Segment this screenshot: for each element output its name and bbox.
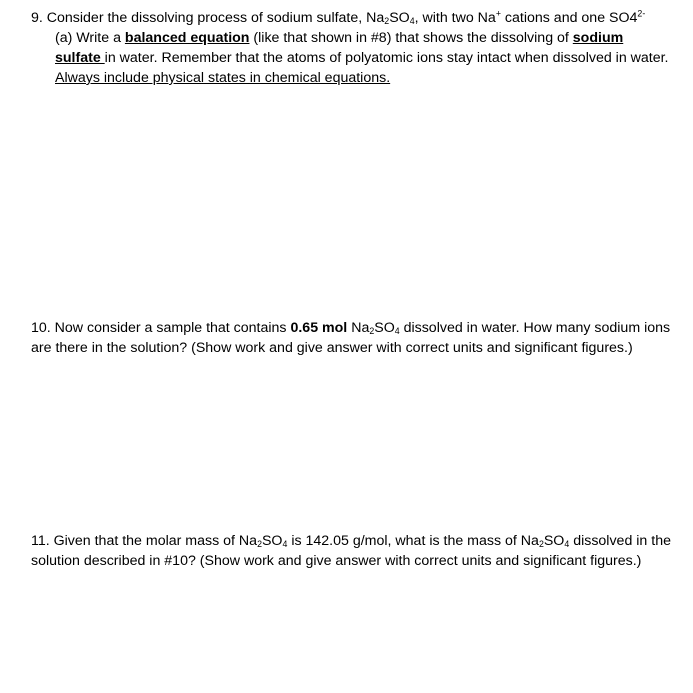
question-11 (31, 531, 671, 571)
question-9 (31, 8, 671, 88)
q11-f1-so-subscript: 4 (282, 538, 288, 549)
q10-amount: 0.65 mol (290, 320, 348, 336)
q9a-text-3: in water. Remember that the atoms of polyatomic ions stay intact when dissolved in water. (104, 50, 669, 66)
q11-f1-so: SO (261, 533, 283, 549)
q11-f2-so: SO (543, 533, 565, 549)
q11-f1-na-subscript: 2 (257, 538, 262, 549)
q9a-balanced-equation: balanced equation (124, 30, 250, 46)
q9-so-subscript: 4 (409, 15, 415, 26)
q10-text-1: 10. Now consider a sample that contains (31, 320, 291, 336)
q9-text-1: 9. Consider the dissolving process of sodium sulfate, Na (31, 10, 385, 26)
q11-text-3: dissolved in the solution described in #10? (Show work and give answer with correct units and significant figures.) (31, 533, 671, 569)
q10-text-2: dissolved in water. How many sodium ions are there in the solution? (Show work and give answer with correct units and significant figures.) (31, 320, 671, 356)
q11-f2-na-subscript: 2 (538, 538, 544, 549)
question-9-part-a (31, 28, 671, 88)
q9-na-charge: + (495, 8, 501, 19)
q9-text-2: , with two Na (414, 10, 496, 26)
q9-na-subscript: 2 (384, 15, 390, 26)
q9a-sodium-sulfate: sodium sulfate (55, 30, 624, 66)
question-9-prompt (31, 8, 671, 28)
q11-text-1: 11. Given that the molar mass of Na (31, 533, 258, 549)
question-10 (31, 318, 671, 358)
q9-so-text: SO (389, 10, 410, 26)
q10-na-subscript: 2 (369, 325, 375, 336)
q11-f2-so-subscript: 4 (564, 538, 570, 549)
question-11-prompt (31, 531, 671, 571)
q10-formula-so: SO (374, 320, 395, 336)
q9a-text-2: (like that shown in #8) that shows the dissolving of (249, 30, 573, 46)
q11-text-2: is 142.05 g/mol, what is the mass of Na (287, 533, 539, 549)
q9a-text-1: (a) Write a (55, 30, 125, 46)
q9a-states-note: Always include physical states in chemical equations. (55, 70, 391, 86)
question-10-prompt (31, 318, 671, 358)
q9-text-3: cations and one SO4 (500, 10, 638, 26)
q10-so-subscript: 4 (394, 325, 400, 336)
q9-so4-charge: 2- (637, 8, 646, 19)
q10-formula-na: Na (347, 320, 370, 336)
